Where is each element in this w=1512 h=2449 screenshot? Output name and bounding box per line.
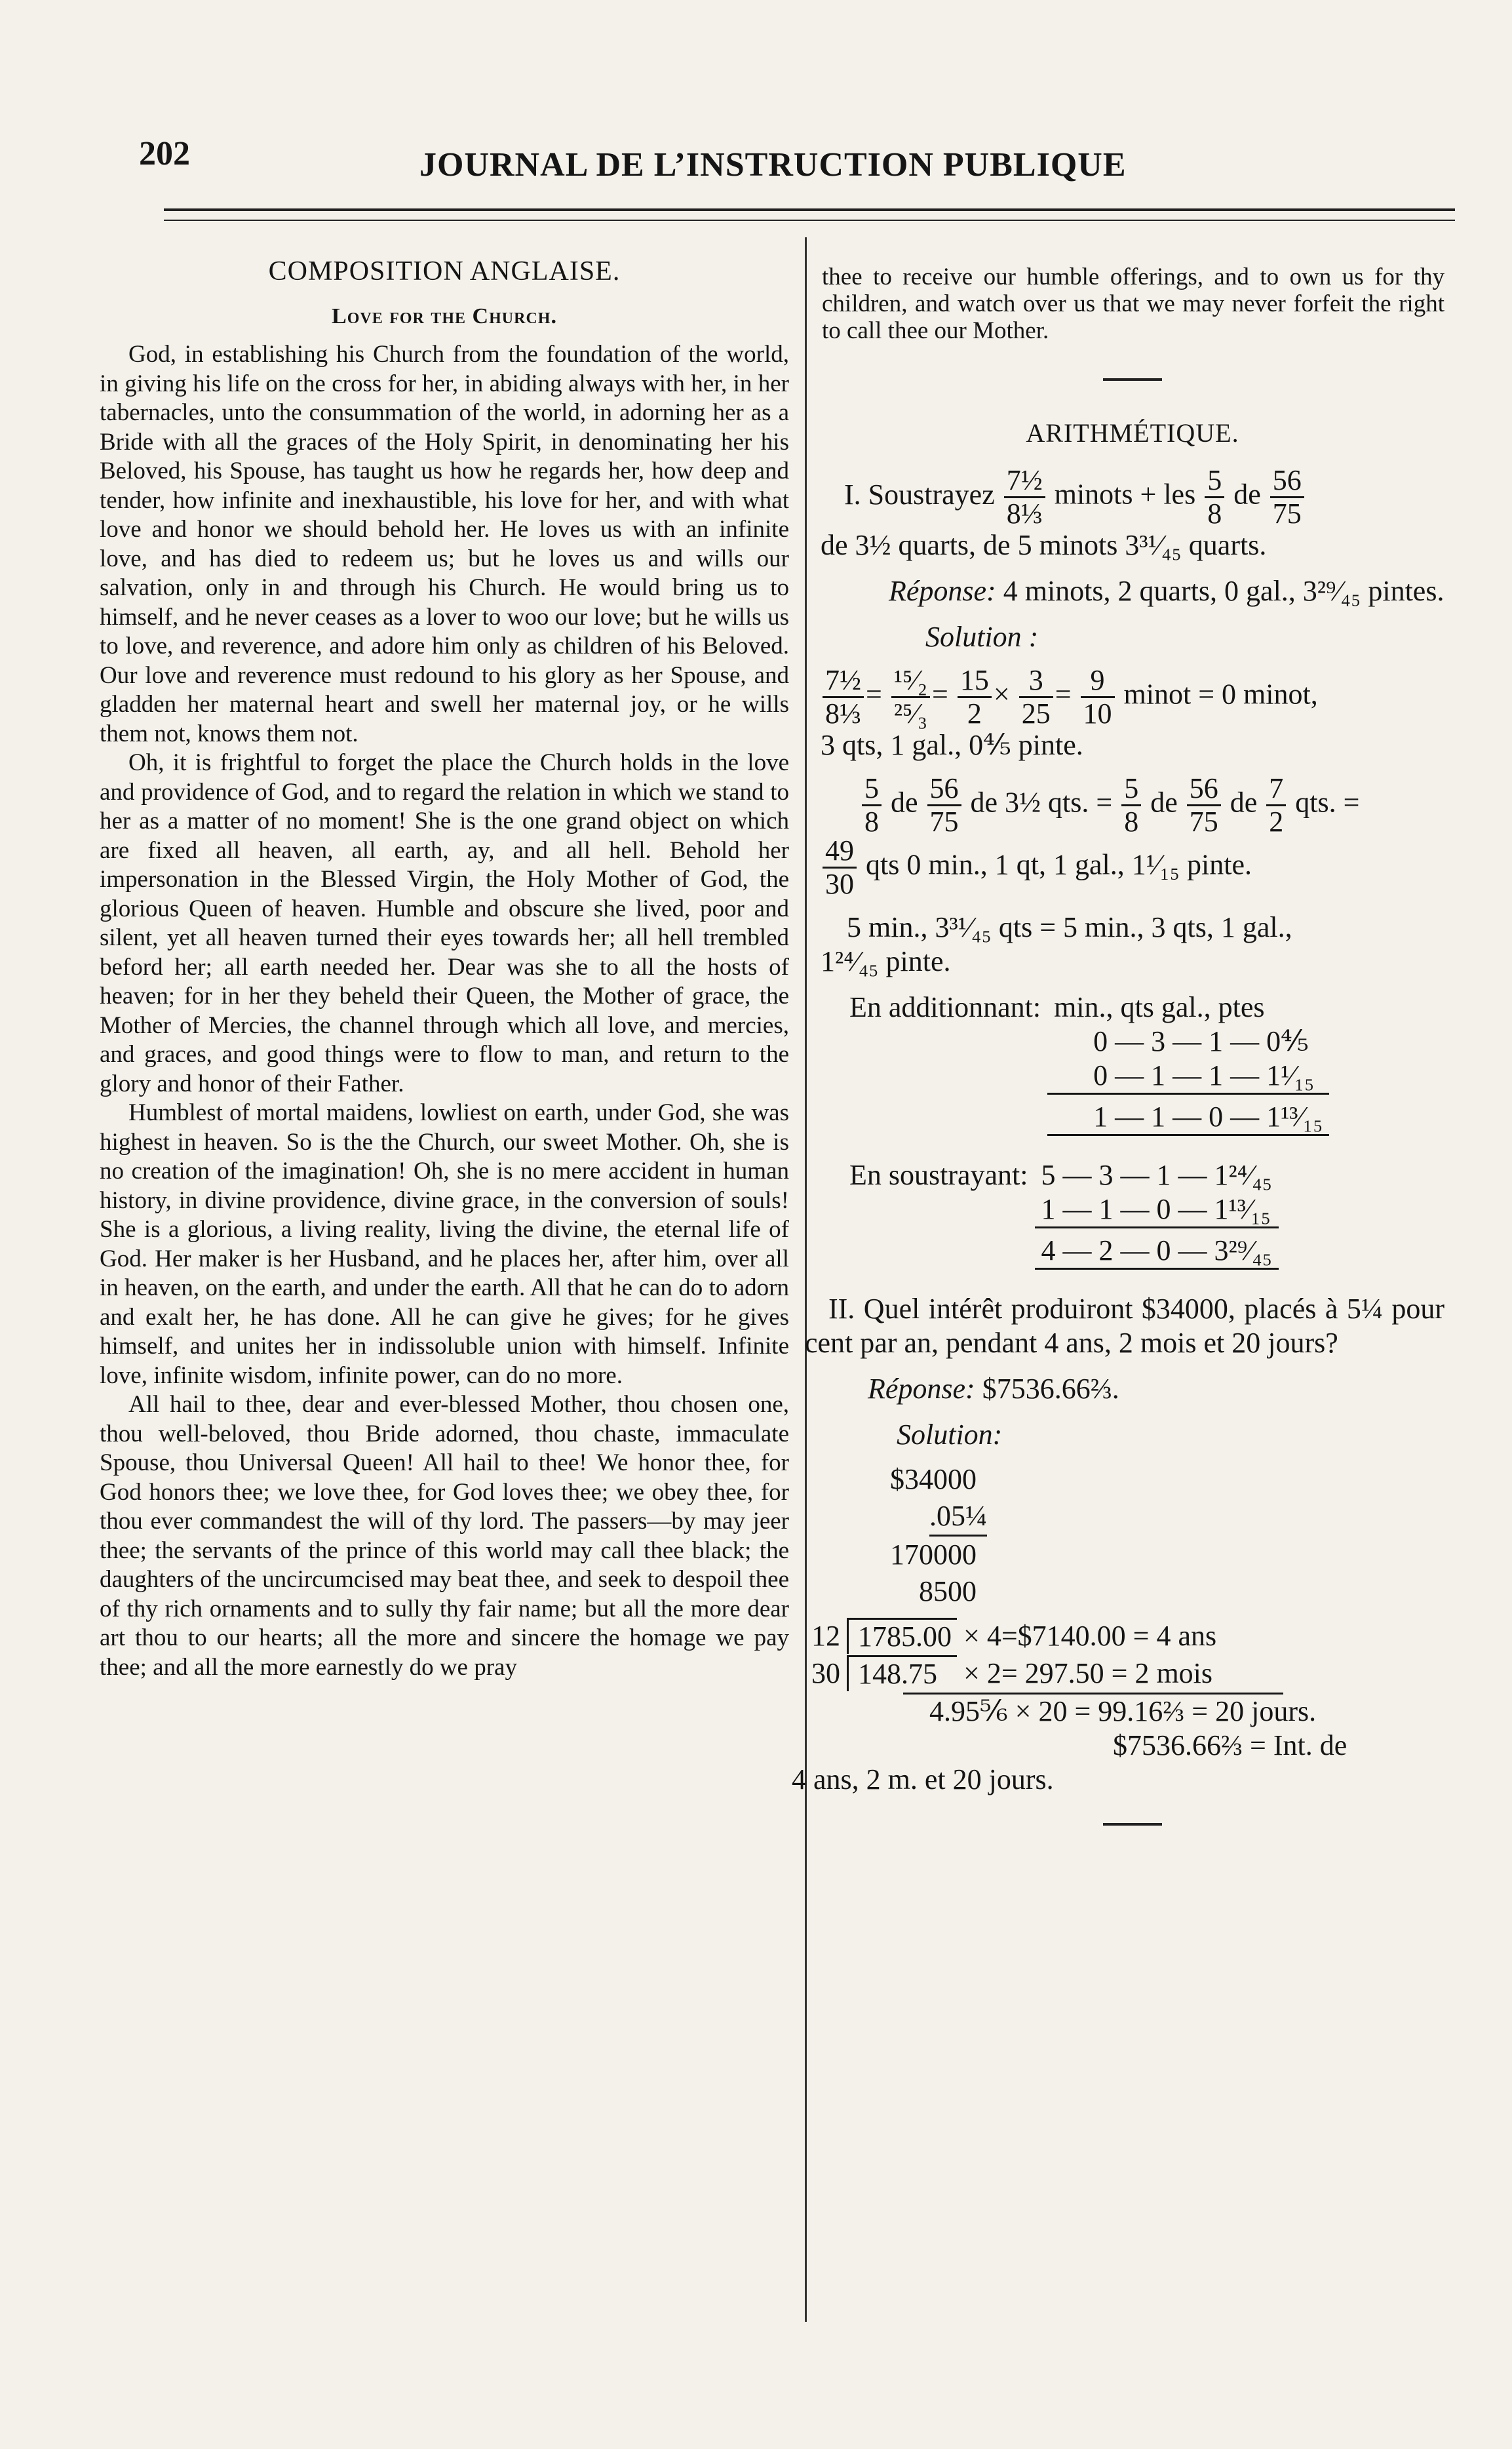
page-number: 202 <box>139 135 190 172</box>
solution-step-2: $\frac{5}{8}$ de $\frac{56}{75}$ de 3½ qts. = $\frac{5}{8}$ de $\frac{56}{75}$ de $\frac{7}{2}$ qts. = <box>821 774 1460 836</box>
solution-step-3: $\frac{49}{30}$ qts 0 min., 1 qt, 1 gal., 1¹⁄₁₅ pinte. <box>821 836 1460 899</box>
paragraph: Oh, it is frightful to forget the place the Church holds in the love and providence of God, and to regard the relation in which we stand to her as a matter of no moment! She is the one grand object on which are fixed all heaven, all earth, ay, and all hell. Behold her impersonation in the Blessed Virgin, the Holy Mother of God, the glorious Queen of heaven. Humble and obscure she lived, poor and silent, yet all heaven turned their eyes towards her; all hell trembled beford her; all earth needed her. Dear was she to all the hosts of heaven; for in her they beheld their Queen, the Mother of grace, the Mother of Mercies, the channel through which all love, and mercies, and graces, and good things were to flow to man, and return to the glory and honor of their Father. <box>100 749 789 1097</box>
header-rule-thin <box>164 220 1455 221</box>
fraction: $\frac{\text{7½}}{\text{8⅓}}$ <box>1004 466 1045 528</box>
table-row: 12 1785.00 × 4=$7140.00 = 4 ans <box>806 1618 1222 1654</box>
solution-step-1b: 3 qts, 1 gal., 0⅘ pinte. <box>821 729 1083 761</box>
section-divider <box>1103 1823 1162 1826</box>
problem-1 <box>805 466 1460 1270</box>
running-head: JOURNAL DE L’INSTRUCTION PUBLIQUE <box>419 146 1127 184</box>
problem-1-answer: Réponse: 4 minots, 2 quarts, 0 gal., 3²⁹⁄₄₅ pintes. <box>889 575 1444 607</box>
left-column <box>100 257 789 1682</box>
subtraction-table: En soustrayant: 5 — 3 — 1 — 1²⁴⁄₄₅ 1 — 1 — 0 — 1¹³⁄₁₅ 4 — 2 — 0 — 3²⁹⁄₄₅ <box>843 1158 1279 1270</box>
problem-2-answer: Réponse: $7536.66⅔. <box>868 1373 1119 1405</box>
table-row: 1 — 1 — 0 — 1¹³⁄₁₅ <box>1047 1094 1329 1135</box>
section-divider <box>1103 378 1162 381</box>
paragraph: God, in establishing his Church from the foundation of the world, in giving his life on the cross for her, in abiding always with her, in her tabernacles, unto the consummation of the world, in adorning her as a Bride with all the graces of the Holy Spirit, in denominating her his Beloved, his Spouse, has taught us how he regards her, how deep and tender, how infinite and inexhaustible, his love for her, and with what love and honor we should behold her. He loves us with an infinite love, and has died to redeem us; but he loves us and wills our salvation, only in and through his Church. He would bring us to himself, and he never ceases as a lover to woo our love; but he wills us to love, and reverence, and adore him only as children of his Beloved. Our love and reverence must redound to his glory as her Spouse, and gladden her maternal heart and swell her maternal joy, or he wills them not, knows them not. <box>100 341 789 747</box>
solution-label: Solution : <box>925 621 1039 653</box>
table-row: 0 — 3 — 1 — 0⅘ <box>1093 1025 1309 1057</box>
table-row: 4 — 2 — 0 — 3²⁹⁄₄₅ <box>1035 1228 1279 1269</box>
solution-step-1: $\frac{\text{7½}}{\text{8⅓}}$ = $\frac{\text{¹⁵⁄₂}}{\text{²⁵⁄₃}}$ = $\frac{15}{2}$ × $\frac{3}{25}$ = $\frac{9}{10}$ minot = 0 minot, <box>821 666 1460 728</box>
solution-label-2: Solution: <box>897 1419 1003 1451</box>
header-rule <box>164 208 1455 211</box>
table-row: 5 — 3 — 1 — 1²⁴⁄₄₅ <box>1041 1159 1273 1191</box>
paragraph: Humblest of mortal maidens, lowliest on earth, under God, she was highest in heaven. So is the the Church, our sweet Mother. Oh, she is no creation of the imagination! Oh, she is no mere accident in human history, in divine providence, divine grace, in the conversion of souls! She is a glorious, a living reality, living the divine, the eternal life of God. Her maker is her Husband, and he places her, after him, over all in heaven, on the earth, and under the earth. All that he can do to adorn and exalt her, he has done. All he can give he gives; for he gives himself, and unites her in indissoluble union with himself. Infinite love, infinite wisdom, infinite power, can do no more. <box>100 1099 789 1389</box>
fraction: $\frac{56}{75}$ <box>1270 466 1304 528</box>
solution-step-4b: 1²⁴⁄₄₅ pinte. <box>821 945 951 977</box>
arithmetic-title: ARITHMÉTIQUE. <box>1026 418 1239 448</box>
problem-2-statement: II. Quel intérêt produiront $34000, placés à 5¼ pour cent par an, pendant 4 ans, 2 mois et 20 jours? <box>805 1293 1444 1359</box>
paragraph: All hail to thee, dear and ever-blessed Mother, thou chosen one, thou well-beloved, thou Bride adorned, thou chaste, immaculate Spouse, thou Universal Queen! All hail to thee! We honor thee, for God honors thee; we love thee, for God loves thee; we obey thee, for thou ever commandest the will of thy lord. The passers—by may jeer thee; the servants of the prince of this world may call thee black; the daughters of the uncircumcised may beat thee, and seek to despoil thee of thy rich ornaments and to sully thy fair name; but all the more dear art thou to our hearts; all the more and sincere the homage we pay thee; and all the more earnestly do we pray <box>100 1391 789 1681</box>
problem-1-statement: I. Soustrayez $\frac{\text{7½}}{\text{8⅓}}$ minots + les $\frac{5}{8}$ de $\frac{56}{75}$ <box>821 466 1460 528</box>
multiplication: $34000 .05¼ 170000 8500 <box>890 1463 987 1607</box>
paragraph-continuation: thee to receive our humble offerings, and to own us for thy children, and watch over us that we may never forfeit the right to call thee our Mother. <box>822 264 1444 344</box>
solution-step-4: 5 min., 3³¹⁄₄₅ qts = 5 min., 3 qts, 1 gal., <box>847 911 1292 943</box>
table-row: 1 — 1 — 0 — 1¹³⁄₁₅ <box>1035 1192 1279 1228</box>
calc-row: 4.95⅚ × 20 = 99.16⅔ = 20 jours. <box>903 1693 1283 1729</box>
addition-table: En additionnant: min., qts gal., ptes 0 — 3 — 1 — 0⅘ 0 — 1 — 1 — 1¹⁄₁₅ 1 — 1 — 0 — 1¹³⁄₁₅ <box>843 990 1329 1136</box>
section-title: COMPOSITION ANGLAISE. <box>268 256 621 286</box>
problem-1-statement-cont: de 3½ quarts, de 5 minots 3³¹⁄₄₅ quarts. <box>821 529 1267 561</box>
fraction: $\frac{5}{8}$ <box>1205 466 1224 528</box>
calc-total: $7536.66⅔ = Int. de <box>1113 1729 1347 1761</box>
article-subtitle: Love for the Church. <box>332 304 557 328</box>
calc-final: 4 ans, 2 m. et 20 jours. <box>792 1763 1054 1795</box>
division-table <box>805 1616 1223 1693</box>
table-row: 0 — 1 — 1 — 1¹⁄₁₅ <box>1047 1059 1329 1094</box>
table-row: 30 148.75 × 2= 297.50 = 2 mois <box>806 1655 1222 1691</box>
right-column <box>792 264 1460 1861</box>
